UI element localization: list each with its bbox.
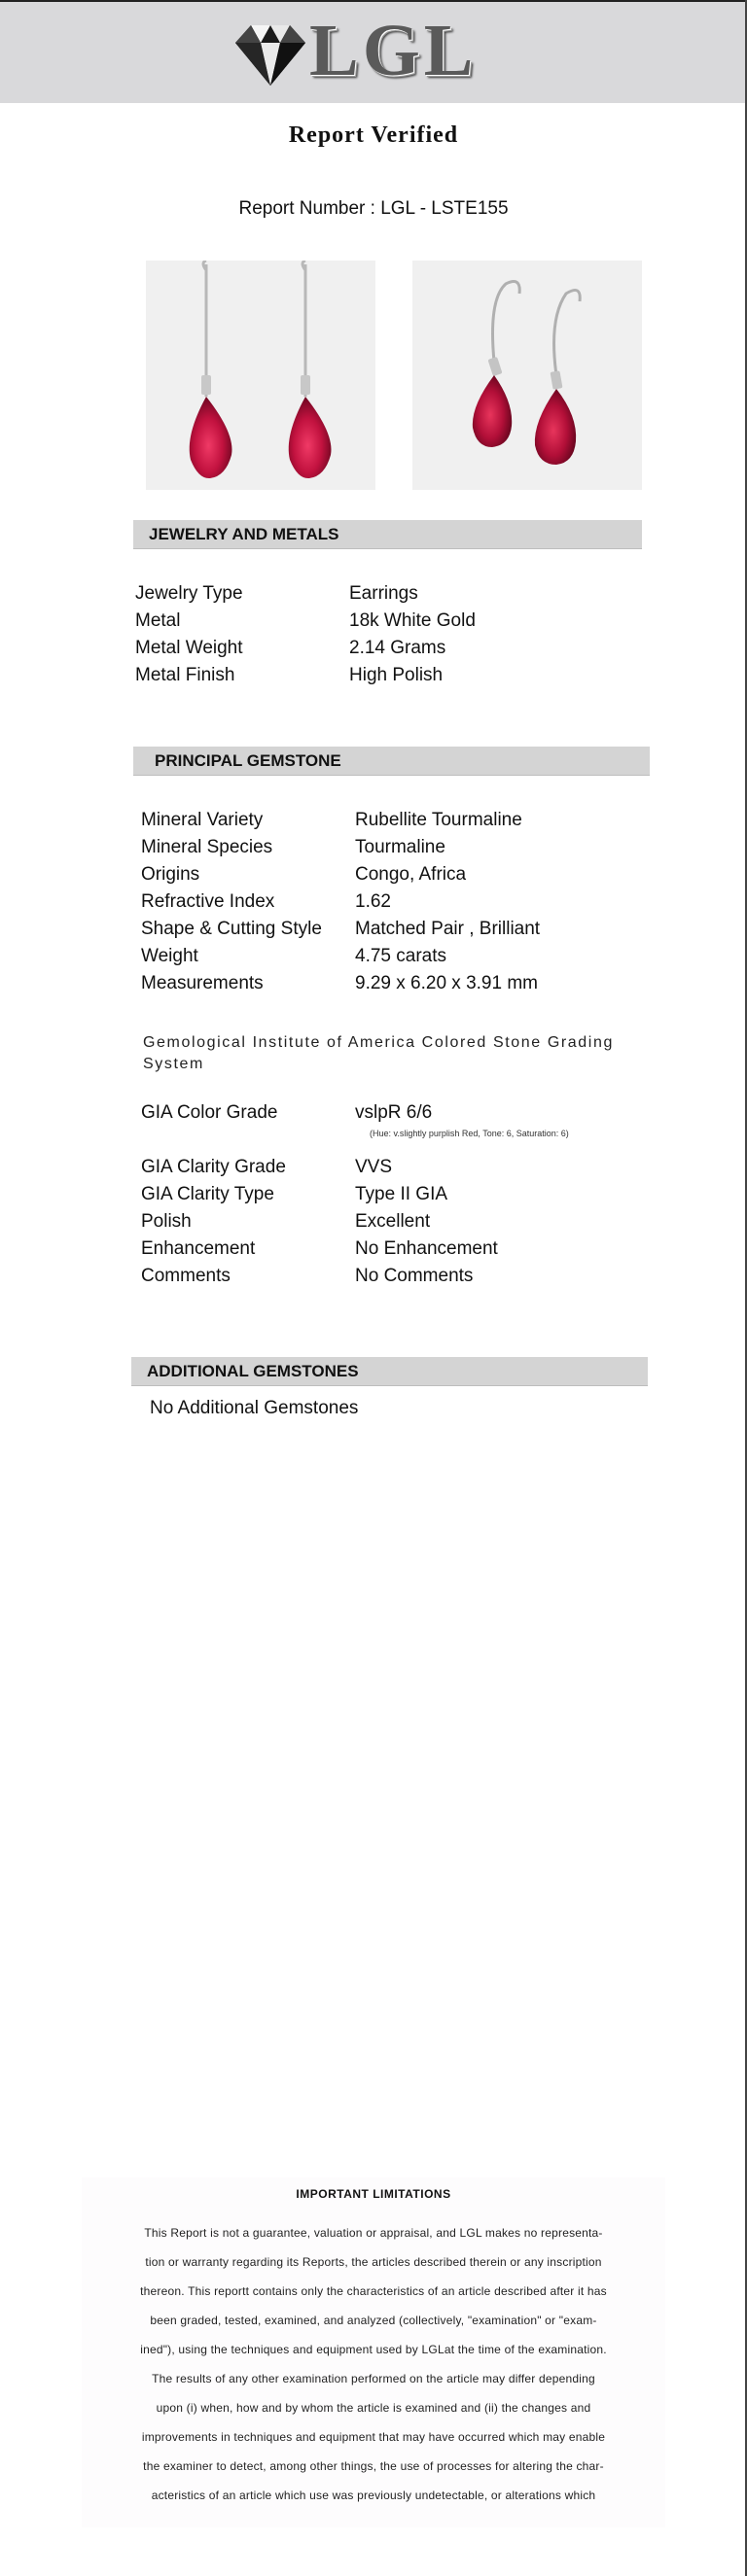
limitations-line: tion or warranty regarding its Reports, the articles described therein or any inscription bbox=[145, 2255, 602, 2269]
row-value: Tourmaline bbox=[355, 837, 445, 857]
row-label: Origins bbox=[141, 864, 200, 885]
grading-system-text: Gemological Institute of America Colored Stone Grading System bbox=[143, 1034, 614, 1072]
row-label: Mineral Variety bbox=[141, 810, 264, 830]
row-value: VVS bbox=[355, 1157, 393, 1177]
row-value: 2.14 Grams bbox=[349, 638, 446, 658]
section-heading-jewelry: JEWELRY AND METALS bbox=[133, 520, 642, 549]
page-title: Report Verified bbox=[288, 122, 459, 148]
row-label: Metal Weight bbox=[135, 638, 243, 658]
row-label: Metal Finish bbox=[135, 665, 235, 685]
row-value: 4.75 carats bbox=[355, 946, 446, 966]
limitations-line: improvements in techniques and equipment that may have occurred which may enable bbox=[141, 2430, 606, 2444]
limitations-heading: IMPORTANT LIMITATIONS bbox=[296, 2187, 451, 2201]
row-label: Refractive Index bbox=[141, 891, 275, 912]
row-label: Weight bbox=[141, 946, 198, 966]
row-label: Jewelry Type bbox=[135, 583, 243, 604]
section-heading-principal: PRINCIPAL GEMSTONE bbox=[133, 747, 650, 776]
important-limitations bbox=[82, 2177, 665, 2527]
row-value: Earrings bbox=[349, 583, 418, 604]
row-label: GIA Clarity Grade bbox=[141, 1157, 286, 1177]
row-label: Measurements bbox=[141, 973, 264, 993]
logo-text: LGL bbox=[309, 10, 478, 91]
diamond-icon bbox=[230, 21, 311, 89]
row-value: 1.62 bbox=[355, 891, 391, 912]
row-value: 9.29 x 6.20 x 3.91 mm bbox=[355, 973, 538, 993]
limitations-line: acteristics of an article which use was previously undetectable, or alterations which bbox=[151, 2489, 596, 2502]
row-value: Congo, Africa bbox=[355, 864, 467, 885]
section-heading-additional: ADDITIONAL GEMSTONES bbox=[131, 1357, 648, 1386]
limitations-line: thereon. This reportt contains only the characteristics of an article described after it has bbox=[140, 2284, 607, 2298]
row-label: Mineral Species bbox=[141, 837, 273, 857]
row-label: Polish bbox=[141, 1211, 192, 1232]
row-label: Shape & Cutting Style bbox=[141, 919, 322, 939]
limitations-line: The results of any other examination performed on the article may differ depending bbox=[152, 2372, 595, 2385]
limitations-line: ined"), using the techniques and equipment used by LGLat the time of the examination. bbox=[140, 2343, 607, 2356]
product-photo-angled bbox=[412, 261, 642, 490]
limitations-line: This Report is not a guarantee, valuation or appraisal, and LGL makes no representa- bbox=[144, 2226, 603, 2240]
limitations-line: the examiner to detect, among other things, the use of processes for altering the char- bbox=[143, 2459, 604, 2473]
row-value: High Polish bbox=[349, 665, 444, 685]
limitations-line: been graded, tested, examined, and analyzed (collectively, "examination" or "exam- bbox=[150, 2314, 597, 2327]
row-value: Matched Pair , Brilliant bbox=[355, 919, 541, 939]
report-number: Report Number : LGL - LSTE155 bbox=[238, 198, 509, 219]
row-label: GIA Color Grade bbox=[141, 1102, 278, 1123]
limitations-line: upon (i) when, how and by whom the article is examined and (ii) the changes and bbox=[156, 2401, 591, 2415]
row-value: Rubellite Tourmaline bbox=[355, 810, 522, 830]
row-label: Metal bbox=[135, 610, 181, 631]
row-value: No Comments bbox=[355, 1266, 474, 1286]
product-photo-front bbox=[146, 261, 375, 490]
row-value: vslpR 6/6 bbox=[355, 1102, 433, 1123]
row-value: 18k White Gold bbox=[349, 610, 476, 631]
row-value: No Enhancement bbox=[355, 1238, 498, 1259]
lgl-logo bbox=[230, 10, 521, 91]
row-label: GIA Clarity Type bbox=[141, 1184, 274, 1204]
row-value: Type II GIA bbox=[355, 1184, 448, 1204]
hue-note: (Hue: v.slightly purplish Red, Tone: 6, Saturation: 6) bbox=[370, 1129, 569, 1138]
row-value: Excellent bbox=[355, 1211, 431, 1232]
row-label: Comments bbox=[141, 1266, 231, 1286]
header-banner bbox=[0, 0, 747, 103]
no-additional-gemstones: No Additional Gemstones bbox=[150, 1398, 359, 1418]
row-label: Enhancement bbox=[141, 1238, 256, 1259]
